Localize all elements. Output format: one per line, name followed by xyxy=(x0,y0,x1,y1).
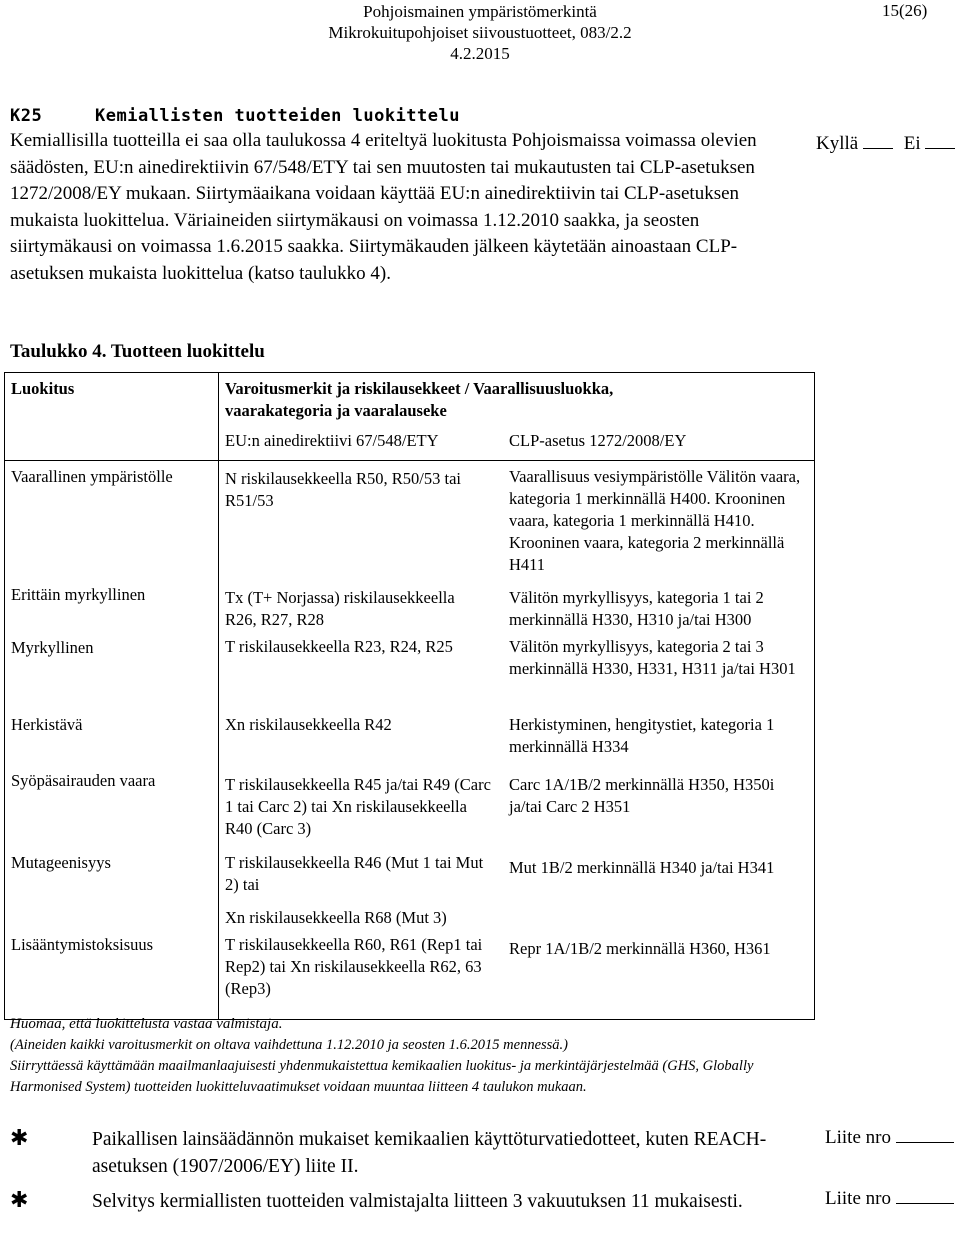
subheader-clp: CLP-asetus 1272/2008/EY xyxy=(509,431,687,450)
liite-field-2[interactable] xyxy=(896,1189,954,1204)
row-3-eu: T riskilausekkeella R23, R24, R25 xyxy=(225,637,453,656)
page-number: 15(26) xyxy=(882,1,928,20)
header-date: 4.2.2015 xyxy=(450,44,510,63)
liite-label: Liite nro xyxy=(825,1127,891,1148)
section-code: K25 xyxy=(10,106,43,126)
asterisk-bullet-icon: ✱ xyxy=(10,1188,29,1213)
row-2-luokitus: Erittäin myrkyllinen xyxy=(11,585,146,604)
appendix-number-2 xyxy=(825,1188,954,1210)
row-7-luokitus: Lisääntymistoksisuus xyxy=(11,935,154,954)
note-responsibility: Huomaa, että luokittelusta vastaa valmistaja. xyxy=(10,1016,283,1032)
row-5-luokitus: Syöpäsairauden vaara xyxy=(11,771,156,790)
note-ghs: Siirryttäessä käyttämään maailmanlaajuisesti yhdenmukaistettua kemikaalien luokitus- ja merkintäjärjestelmää (GHS, Globally Harmonised System) tuotteiden luokitteluvaatimukset voidaan muuntaa liitteen 4 taulukon mukaan. xyxy=(10,1058,754,1095)
requirement-text: Kemiallisilla tuotteilla ei saa olla taulukossa 4 eriteltyä luokitusta Pohjoismaissa voimassa olevien säädösten, EU:n ainedirektiivin 67/548/ETY tai sen muutosten tai mukautusten tai CLP-asetuksen 1272/2008/EY mukaan. Siirtymäaikana voidaan käyttää EU:n ainedirektiivin tai CLP-asetuksen mukaista luokittelua. Väriaineiden siirtymäkausi on voimassa 1.12.2010 saakka, ja seosten siirtymäkausi on voimassa 1.6.2015 saakka. Siirtymäkauden jälkeen käytetään ainoastaan CLP-asetuksen mukaista luokittelua (katso taulukko 4). xyxy=(10,130,757,284)
header-title: Pohjoismainen ympäristömerkintä xyxy=(363,2,597,21)
table-header-divider xyxy=(4,460,815,461)
row-4-clp: Herkistyminen, hengitystiet, kategoria 1 merkinnällä H334 xyxy=(509,715,775,756)
row-2-clp: Välitön myrkyllisyys, kategoria 1 tai 2 merkinnällä H330, H310 ja/tai H300 xyxy=(509,588,764,629)
row-3-luokitus: Myrkyllinen xyxy=(11,638,94,657)
liite-label: Liite nro xyxy=(825,1188,891,1209)
subheader-eu: EU:n ainedirektiivi 67/548/ETY xyxy=(225,431,439,450)
document-header xyxy=(0,1,960,64)
requirement-sds: Paikallisen lainsäädännön mukaiset kemikaalien käyttöturvatiedotteet, kuten REACH-asetuksen (1907/2006/EY) liite II. xyxy=(92,1129,767,1177)
liite-field-1[interactable] xyxy=(896,1128,954,1143)
row-7-clp: Repr 1A/1B/2 merkinnällä H360, H361 xyxy=(509,939,771,958)
table-col-divider xyxy=(218,372,219,1020)
asterisk-bullet-icon: ✱ xyxy=(10,1126,29,1151)
row-2-eu: Tx (T+ Norjassa) riskilausekkeella R26, R27, R28 xyxy=(225,588,455,629)
ei-label: Ei xyxy=(903,133,921,154)
header-subtitle: Mikrokuitupohjoiset siivoustuotteet, 083/2.2 xyxy=(328,23,632,42)
row-6-eu: T riskilausekkeella R46 (Mut 1 tai Mut 2) tai xyxy=(225,853,484,894)
header-luokitus: Luokitus xyxy=(11,379,75,398)
row-5-clp: Carc 1A/1B/2 merkinnällä H350, H350i ja/tai Carc 2 H351 xyxy=(509,775,775,816)
note-deadline: (Aineiden kaikki varoitusmerkit on oltava vaihdettuna 1.12.2010 ja seosten 1.6.2015 mennessä.) xyxy=(10,1037,569,1053)
row-4-eu: Xn riskilausekkeella R42 xyxy=(225,715,392,734)
row-6-clp: Mut 1B/2 merkinnällä H340 ja/tai H341 xyxy=(509,858,775,877)
row-1-clp: Vaarallisuus vesiympäristölle Välitön vaara, kategoria 1 merkinnällä H400. Krooninen vaara, kategoria 1 merkinnällä H410. Krooninen vaara, kategoria 2 merkinnällä H411 xyxy=(509,467,801,574)
row-3-clp: Välitön myrkyllisyys, kategoria 2 tai 3 merkinnällä H330, H331, H311 ja/tai H301 xyxy=(509,637,796,678)
kylla-label: Kyllä xyxy=(816,133,859,154)
kylla-answer-field[interactable] xyxy=(863,134,893,149)
yes-no-checkboxes xyxy=(816,133,955,155)
row-6-luokitus: Mutageenisyys xyxy=(11,853,111,872)
header-varoitusmerkit: Varoitusmerkit ja riskilausekkeet / Vaarallisuusluokka, vaarakategoria ja vaaralauseke xyxy=(225,379,614,420)
row-7-eu: T riskilausekkeella R60, R61 (Rep1 tai Rep2) tai Xn riskilausekkeella R62, 63 (Rep3) xyxy=(225,935,483,998)
row-1-luokitus: Vaarallinen ympäristölle xyxy=(11,467,173,486)
appendix-number-1 xyxy=(825,1127,954,1149)
section-title: Kemiallisten tuotteiden luokittelu xyxy=(95,106,460,126)
row-6-eu-continued: Xn riskilausekkeella R68 (Mut 3) xyxy=(225,908,447,927)
row-5-eu: T riskilausekkeella R45 ja/tai R49 (Carc 1 tai Carc 2) tai Xn riskilausekkeella R40 (Carc 3) xyxy=(225,775,491,838)
table-title: Taulukko 4. Tuotteen luokittelu xyxy=(10,341,265,362)
requirement-declaration: Selvitys kermiallisten tuotteiden valmistajalta liitteen 3 vakuutuksen 11 mukaisesti. xyxy=(92,1191,743,1212)
row-1-eu: N riskilausekkeella R50, R50/53 tai R51/53 xyxy=(225,469,462,510)
ei-answer-field[interactable] xyxy=(925,134,955,149)
row-4-luokitus: Herkistävä xyxy=(11,715,83,734)
